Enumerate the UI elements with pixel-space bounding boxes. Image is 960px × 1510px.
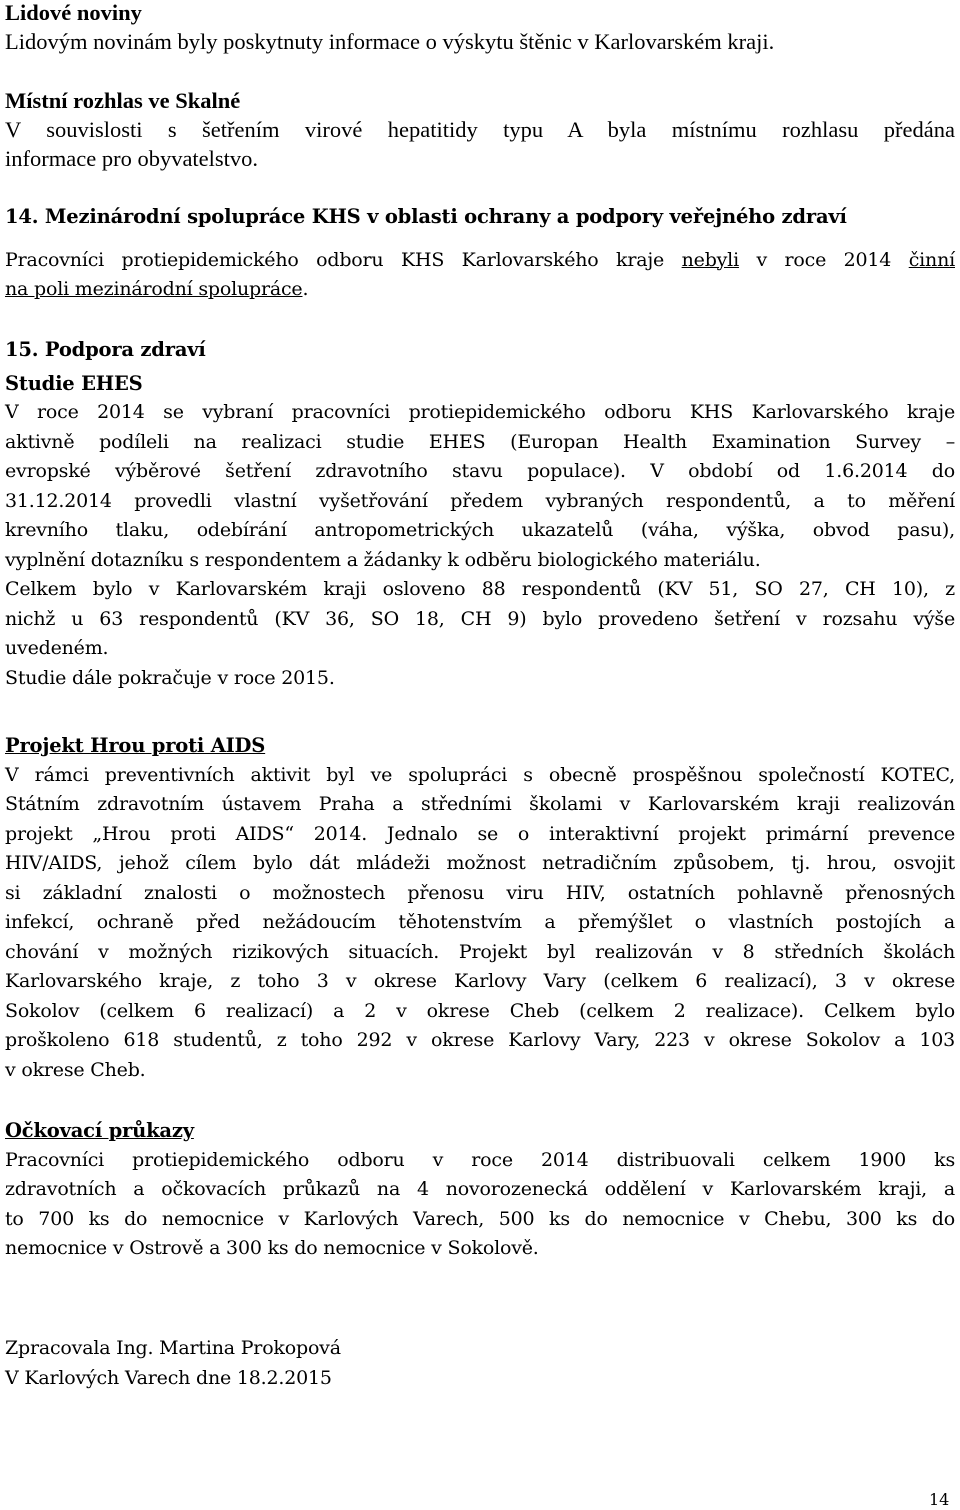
studie-ehes-line: nichž u 63 respondentů (KV 36, SO 18, CH 9) bylo provedeno šetření v rozsahu výše	[5, 607, 955, 630]
ockovaci-prukazy-line: zdravotních a očkovacích průkazů na 4 novorozenecká oddělení v Karlovarském kraji, a	[5, 1178, 955, 1200]
mistni-rozhlas-section	[5, 86, 955, 173]
studie-ehes-continue: Studie dále pokračuje v roce 2015.	[5, 666, 335, 689]
document-footer	[5, 1334, 955, 1393]
section-14	[5, 202, 955, 305]
hrou-proti-aids-line: infekcí, ochraně před nežádoucím těhotenstvím a přemýšlet o vlastních postojích a	[5, 911, 955, 933]
hrou-proti-aids-line: Sokolov (celkem 6 realizací) a 2 v okrese Cheb (celkem 2 realizace). Celkem bylo	[5, 999, 955, 1022]
hrou-proti-aids-line: projekt „Hrou proti AIDS“ 2014. Jednalo se o interaktivní projekt primární prevence	[5, 822, 955, 845]
section-14-period: .	[302, 278, 309, 300]
studie-ehes-heading: Studie EHES	[5, 371, 143, 395]
ockovaci-prukazy-line: to 700 ks do nemocnice v Karlových Varech, 500 ks do nemocnice v Chebu, 300 ks do	[5, 1207, 955, 1230]
hrou-proti-aids-line: v okrese Cheb.	[5, 1058, 146, 1081]
ockovaci-prukazy-line: nemocnice v Ostrově a 300 ks do nemocnice v Sokolově.	[5, 1237, 539, 1259]
hrou-proti-aids-line: chování v možných rizikových situacích. Projekt byl realizován v 8 středních školách	[5, 940, 955, 963]
place-date-line: V Karlových Varech dne 18.2.2015	[5, 1366, 332, 1389]
studie-ehes-line: vyplnění dotazníku s respondentem a žádanky k odběru biologického materiálu.	[5, 548, 761, 571]
hrou-proti-aids-section	[5, 731, 955, 1085]
hrou-proti-aids-line: Karlovarského kraje, z toho 3 v okrese Karlovy Vary (celkem 6 realizací), 3 v okrese	[5, 970, 955, 992]
mistni-rozhlas-text-line: informace pro obyvatelstvo.	[5, 146, 259, 171]
hrou-proti-aids-heading: Projekt Hrou proti AIDS	[5, 734, 266, 757]
hrou-proti-aids-line: proškoleno 618 studentů, z toho 292 v okrese Karlovy Vary, 223 v okrese Sokolov a 103	[5, 1029, 955, 1051]
mistni-rozhlas-text-line: V souvislosti s šetřením virové hepatitidy typu A byla místnímu rozhlasu předána	[5, 117, 955, 142]
lidove-noviny-text: Lidovým novinám byly poskytnuty informace o výskytu štěnic v Karlovarském kraji.	[5, 29, 775, 54]
ockovaci-prukazy-section	[5, 1116, 955, 1264]
lidove-noviny-heading: Lidové noviny	[5, 0, 142, 25]
studie-ehes-line: Celkem bylo v Karlovarském kraji osloveno 88 respondentů (KV 51, SO 27, CH 10), z	[5, 578, 955, 600]
hrou-proti-aids-line: V rámci preventivních aktivit byl ve spolupráci s obecně prospěšnou společností KOTEC,	[5, 763, 955, 786]
hrou-proti-aids-line: HIV/AIDS, jehož cílem bylo dát mládeži možnost netradičním způsobem, tj. hrou, osvojit	[5, 852, 955, 874]
mistni-rozhlas-heading: Místní rozhlas ve Skalné	[5, 88, 241, 113]
section-14-mezinarodni: na poli mezinárodní spolupráce	[5, 278, 303, 300]
section-14-text-line	[5, 275, 955, 305]
studie-ehes-line: aktivně podíleli na realizaci studie EHES (Europan Health Examination Survey –	[5, 430, 955, 453]
section-14-nebyli: nebyli	[681, 248, 739, 271]
lidove-noviny-section	[5, 0, 955, 56]
studie-ehes-line: 31.12.2014 provedli vlastní vyšetřování předem vybraných respondentů, a to měření	[5, 489, 955, 512]
section-15	[5, 335, 955, 693]
studie-ehes-line: evropské výběrové šetření zdravotního stavu populace). V období od 1.6.2014 do	[5, 460, 955, 482]
hrou-proti-aids-line: si základní znalosti o možnostech přenosu viru HIV, ostatních pohlavně přenosných	[5, 881, 955, 904]
section-14-text-line	[5, 246, 955, 276]
section-14-text-a: Pracovníci protiepidemického odboru KHS Karlovarského kraje	[5, 248, 682, 271]
section-14-heading: 14. Mezinárodní spolupráce KHS v oblasti ochrany a podpory veřejného zdraví	[5, 205, 847, 228]
studie-ehes-line: krevního tlaku, odebírání antropometrických ukazatelů (váha, výška, obvod pasu),	[5, 519, 955, 541]
author-line: Zpracovala Ing. Martina Prokopová	[5, 1337, 341, 1359]
section-15-heading: 15. Podpora zdraví	[5, 338, 206, 361]
ockovaci-prukazy-line: Pracovníci protiepidemického odboru v roce 2014 distribuovali celkem 1900 ks	[5, 1148, 955, 1171]
hrou-proti-aids-line: Státním zdravotním ústavem Praha a středními školami v Karlovarském kraji realizován	[5, 793, 955, 815]
studie-ehes-paragraph	[5, 398, 955, 693]
section-14-text-b: v roce 2014	[738, 248, 909, 271]
section-14-cinni: činní	[908, 248, 955, 271]
page-number: 14	[929, 1490, 950, 1509]
ockovaci-prukazy-heading: Očkovací průkazy	[5, 1119, 194, 1142]
studie-ehes-line: uvedeném.	[5, 637, 109, 659]
studie-ehes-line: V roce 2014 se vybraní pracovníci protiepidemického odboru KHS Karlovarského kraje	[5, 401, 955, 423]
